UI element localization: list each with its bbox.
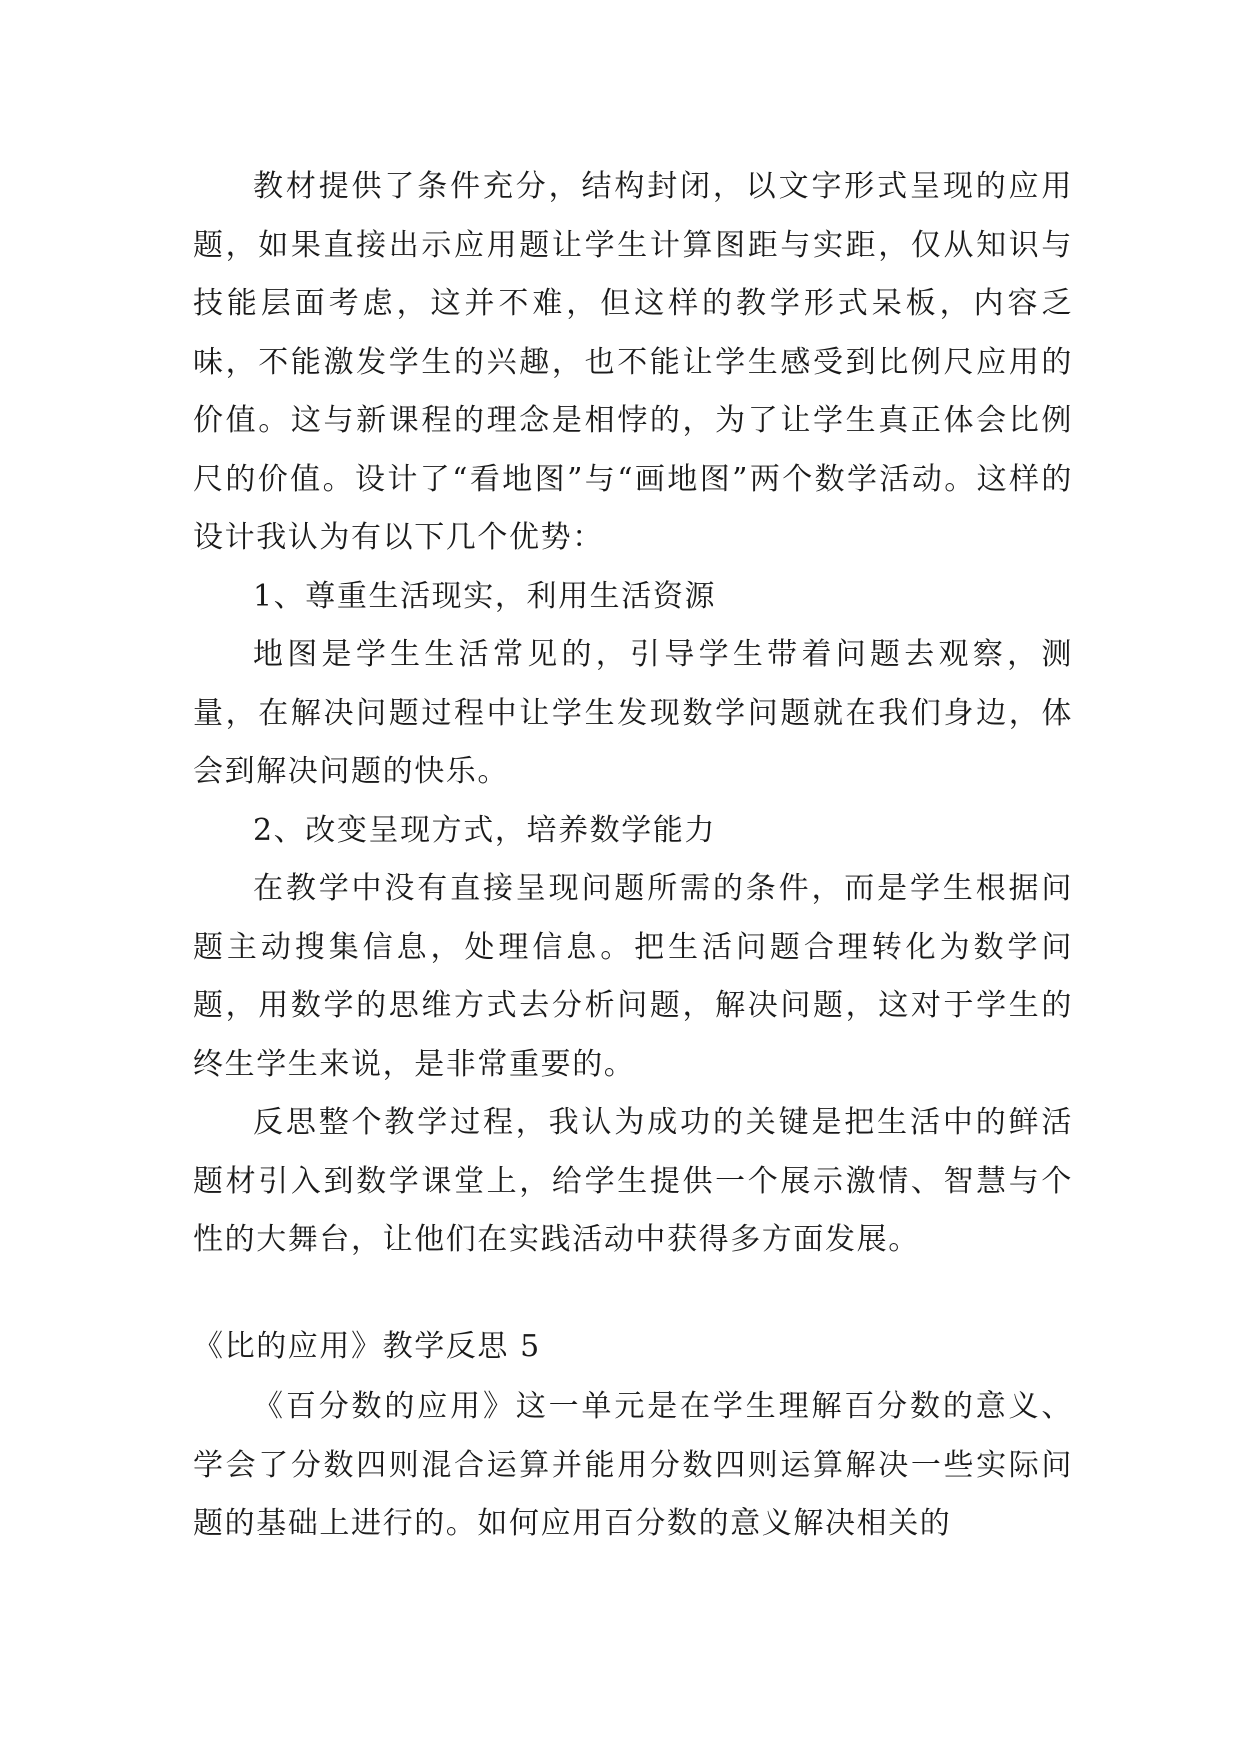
paragraph-point-2-heading: 2、改变呈现方式，培养数学能力 (253, 812, 717, 848)
section-body (193, 1378, 1073, 1554)
paragraph-section-intro: 《百分数的应用》这一单元是在学生理解百分数的意义、学会了分数四则混合运算并能用分数四则运算解决一些实际问题的基础上进行的。如何应用百分数的意义解决相关的 (193, 1389, 1073, 1541)
paragraph-point-1-heading: 1、尊重生活现实，利用生活资源 (253, 578, 717, 614)
section-title: 《比的应用》教学反思 5 (193, 1329, 541, 1364)
paragraph-conclusion: 反思整个教学过程，我认为成功的关键是把生活中的鲜活题材引入到数学课堂上，给学生提供一个展示激情、智慧与个性的大舞台，让他们在实践活动中获得多方面发展。 (193, 1105, 1073, 1257)
paragraph-point-2-body: 在教学中没有直接呈现问题所需的条件，而是学生根据问题主动搜集信息，处理信息。把生活问题合理转化为数学问题，用数学的思维方式去分析问题，解决问题，这对于学生的终生学生来说，是非常重要的。 (193, 871, 1073, 1082)
paragraph-intro: 教材提供了条件充分，结构封闭，以文字形式呈现的应用题，如果直接出示应用题让学生计算图距与实距，仅从知识与技能层面考虑，这并不难，但这样的教学形式呆板，内容乏味，不能激发学生的兴趣，也不能让学生感受到比例尺应用的价值。这与新课程的理念是相悖的，为了让学生真正体会比例尺的价值。设计了“看地图”与“画地图”两个数学活动。这样的设计我认为有以下几个优势： (193, 169, 1073, 555)
paragraph-point-1-body: 地图是学生生活常见的，引导学生带着问题去观察，测量，在解决问题过程中让学生发现数学问题就在我们身边，体会到解决问题的快乐。 (193, 637, 1073, 789)
document-body (193, 158, 1073, 1270)
